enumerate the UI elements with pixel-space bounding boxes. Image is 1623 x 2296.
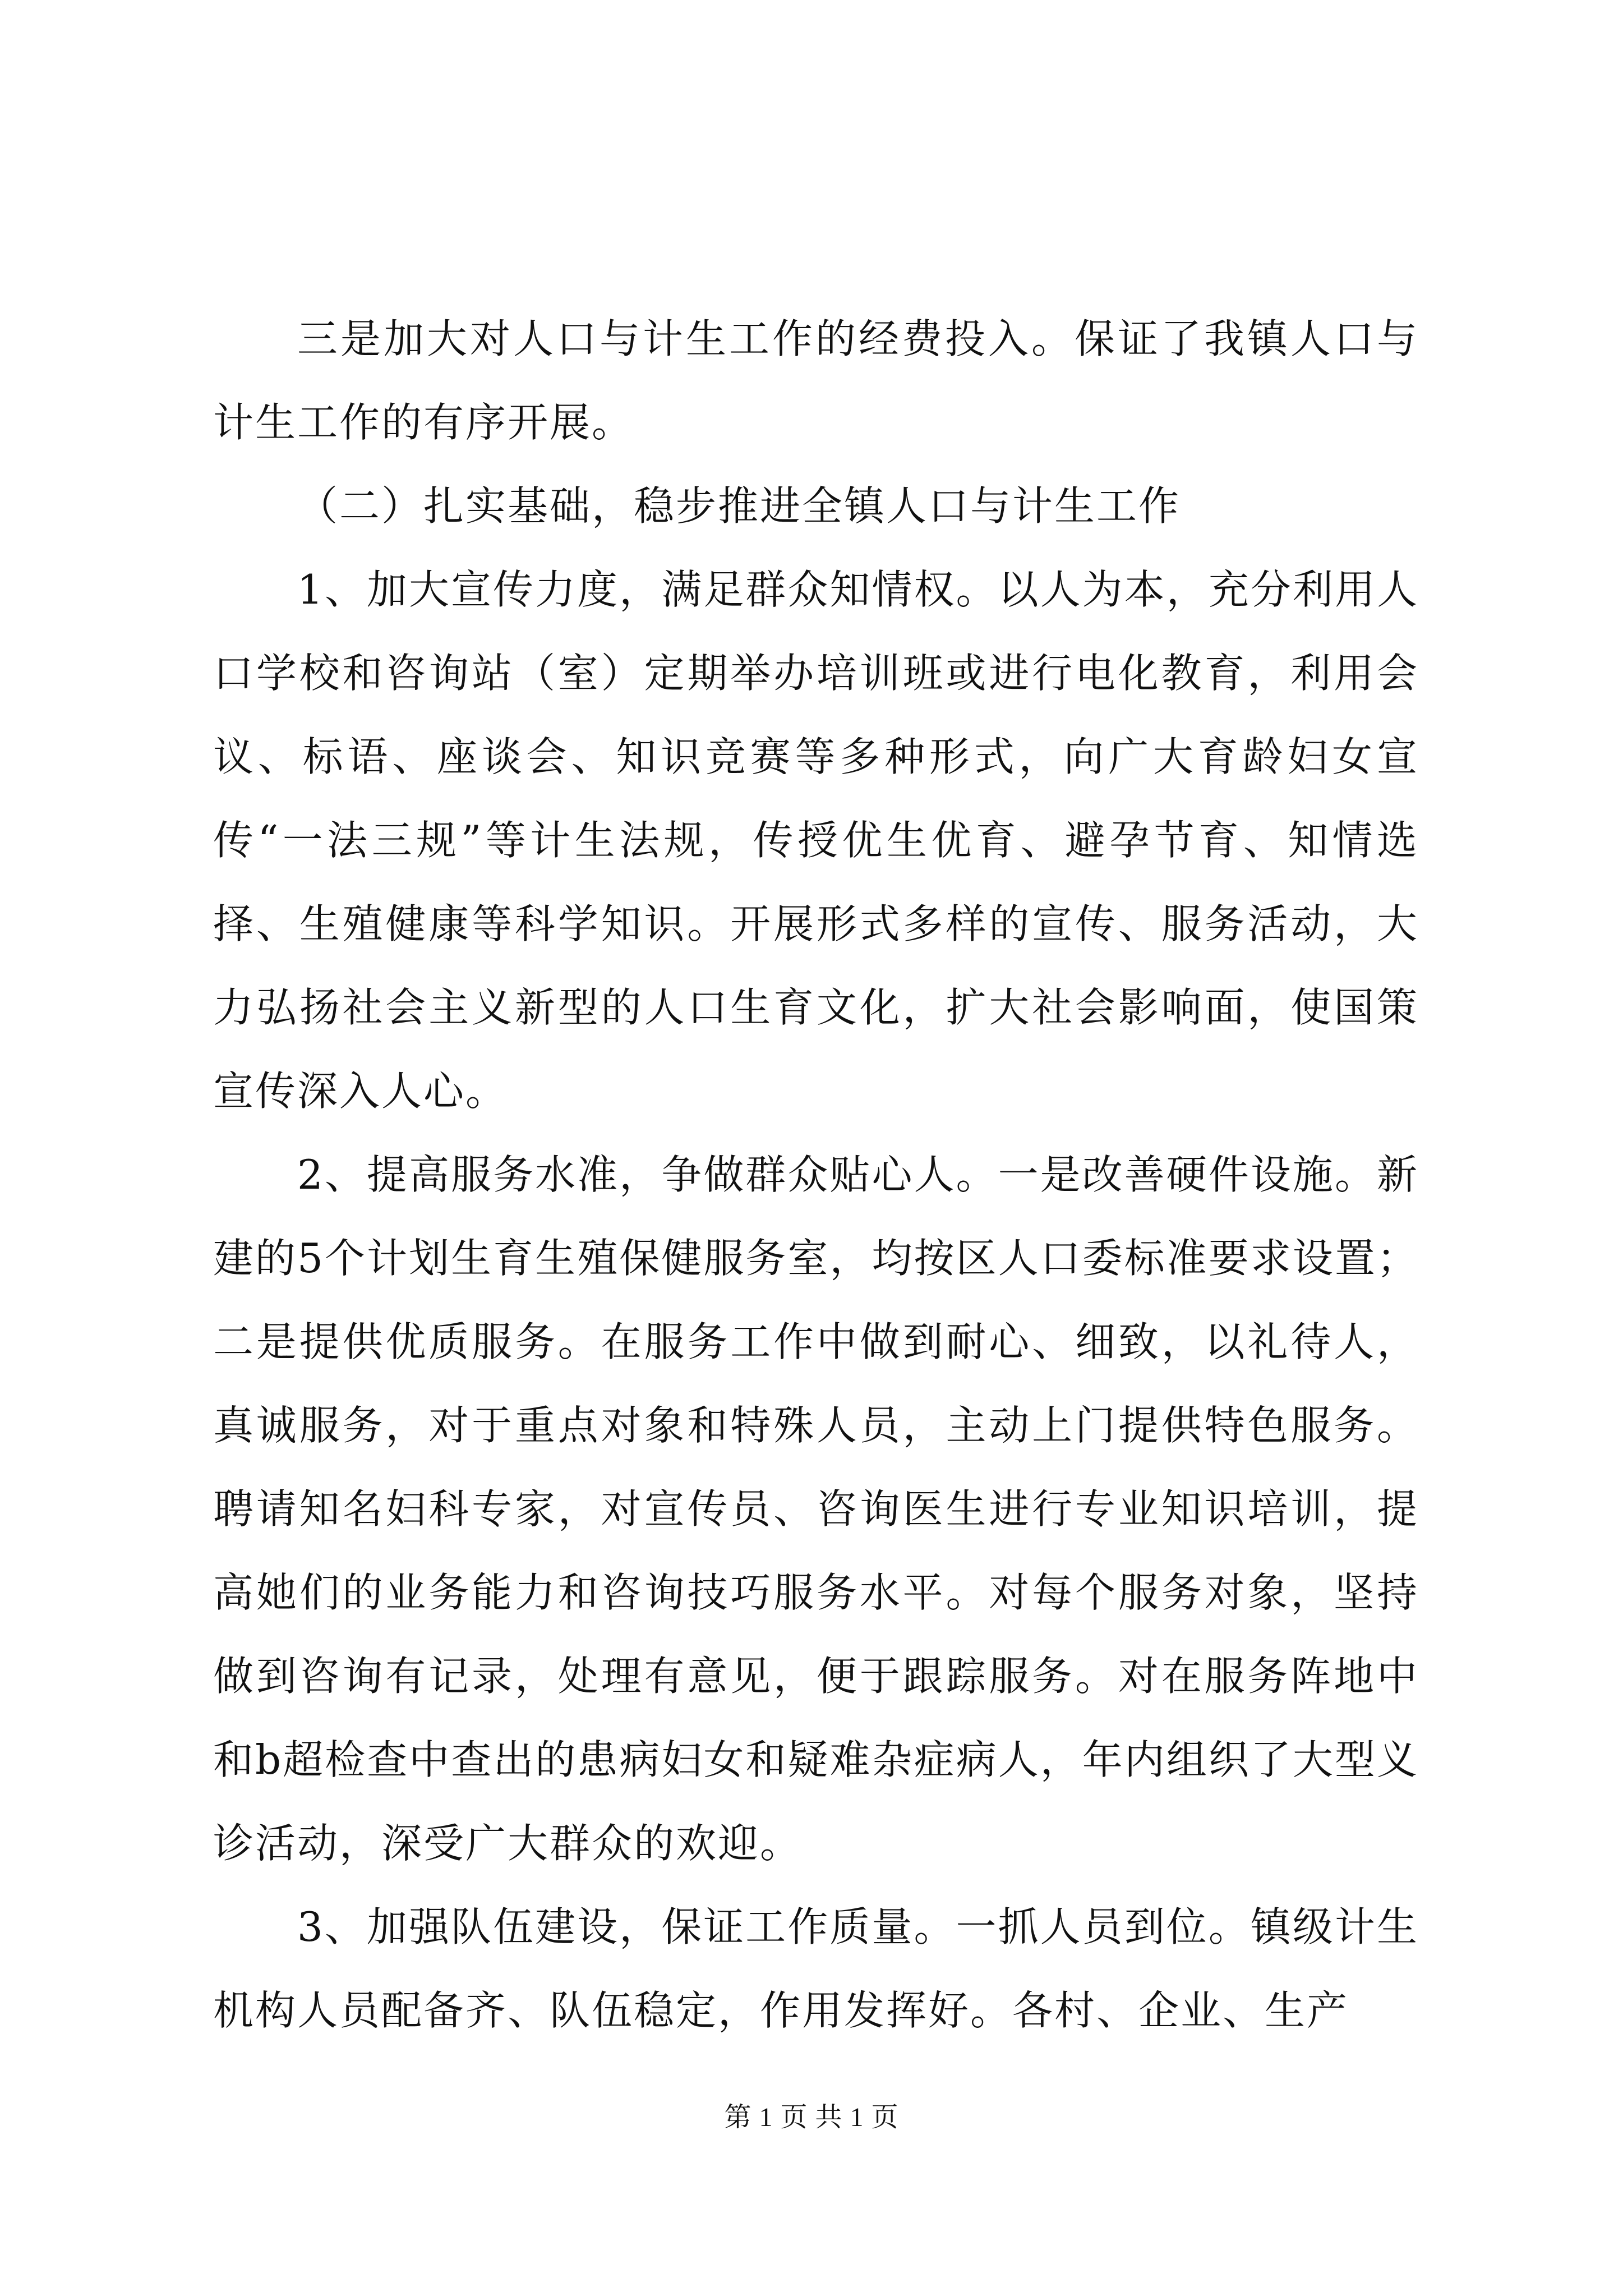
paragraph-team: 3、加强队伍建设，保证工作质量。一抓人员到位。镇级计生机构人员配备齐、队伍稳定，作用发挥好。各村、企业、生产 [213, 1903, 1419, 2034]
page-number-footer: 第 1 页 共 1 页 [724, 2102, 899, 2132]
paragraph-publicity: 1、加大宣传力度，满足群众知情权。以人为本，充分利用人口学校和咨询站（室）定期举办培训班或进行电化教育，利用会议、标语、座谈会、知识竞赛等多种形式，向广大育龄妇女宣传“一法三规”等计生法规，传授优生优育、避孕节育、知情选择、生殖健康等科学知识。开展形式多样的宣传、服务活动，大力弘扬社会主义新型的人口生育文化，扩大社会影响面，使国策宣传深入人心。 [213, 566, 1419, 1115]
section-heading: （二）扎实基础，稳步推进全镇人口与计生工作 [297, 482, 1181, 530]
paragraph-funding: 三是加大对人口与计生工作的经费投入。保证了我镇人口与计生工作的有序开展。 [213, 315, 1419, 446]
paragraph-service: 2、提高服务水准，争做群众贴心人。一是改善硬件设施。新建的5个计划生育生殖保健服务室，均按区人口委标准要求设置；二是提供优质服务。在服务工作中做到耐心、细致，以礼待人，真诚服务，对于重点对象和特殊人员，主动上门提供特色服务。聘请知名妇科专家，对宣传员、咨询医生进行专业知识培训，提高她们的业务能力和咨询技巧服务水平。对每个服务对象，坚持做到咨询有记录，处理有意见，便于跟踪服务。对在服务阵地中和b超检查中查出的患病妇女和疑难杂症病人，年内组织了大型义诊活动，深受广大群众的欢迎。 [213, 1151, 1419, 1867]
document-body [213, 297, 1419, 2053]
